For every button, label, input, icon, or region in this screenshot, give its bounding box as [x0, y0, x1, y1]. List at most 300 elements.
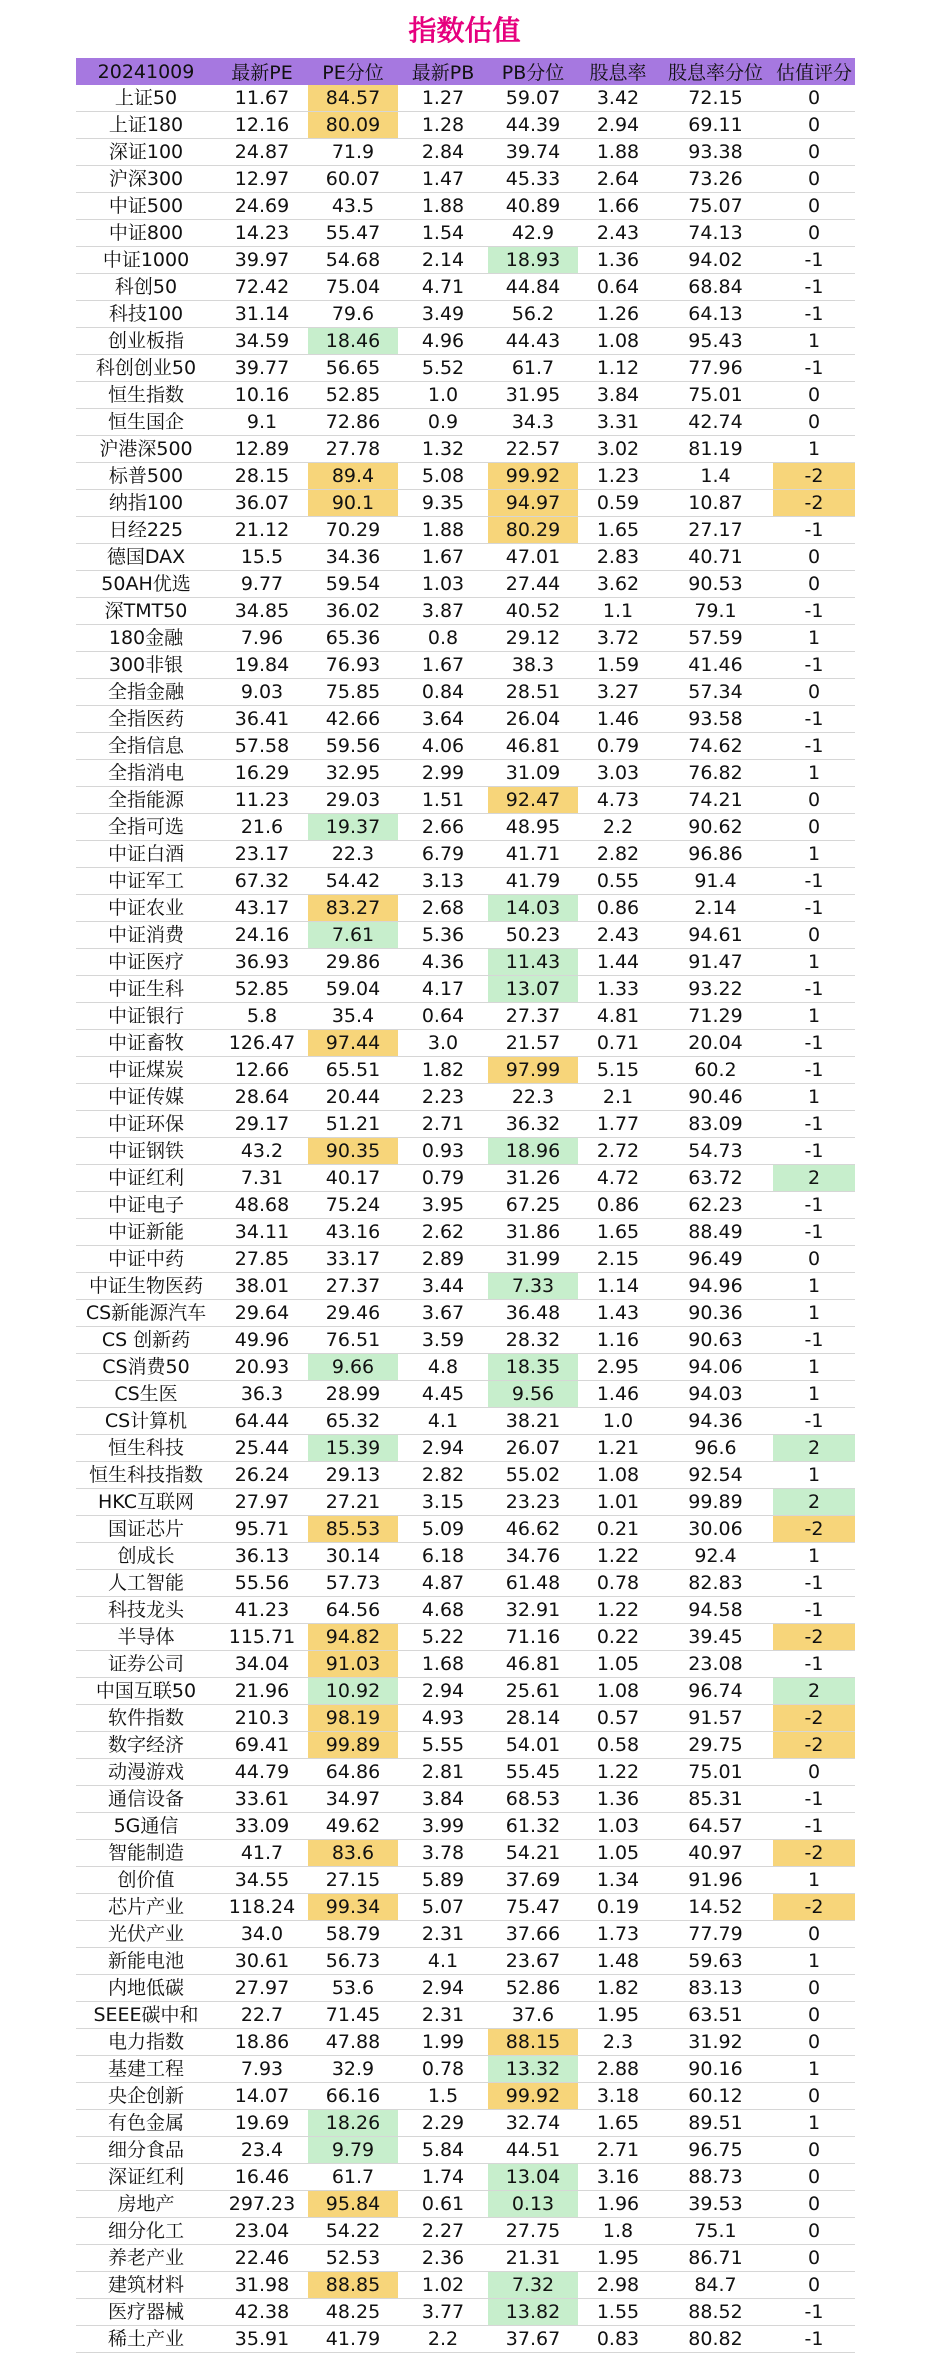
pe-cell: 27.97: [216, 1489, 308, 1516]
pb-cell: 1.99: [398, 2029, 488, 2056]
pe-percentile-cell: 18.26: [308, 2110, 398, 2137]
score-cell: -1: [773, 1057, 855, 1084]
index-name-cell: 中证医疗: [76, 949, 216, 976]
dividend-yield-cell: 1.95: [578, 2245, 658, 2272]
pe-percentile-cell: 51.21: [308, 1111, 398, 1138]
pe-cell: 21.6: [216, 814, 308, 841]
table-row: [76, 1543, 855, 1570]
score-cell: 1: [773, 1381, 855, 1408]
pe-percentile-cell: 22.3: [308, 841, 398, 868]
pe-percentile-cell: 89.4: [308, 463, 398, 490]
dividend-yield-cell: 2.15: [578, 1246, 658, 1273]
dividend-yield-cell: 2.95: [578, 1354, 658, 1381]
table-row: [76, 1408, 855, 1435]
dividend-percentile-cell: 74.62: [658, 733, 773, 760]
dividend-percentile-cell: 89.51: [658, 2110, 773, 2137]
pb-cell: 3.13: [398, 868, 488, 895]
pb-percentile-cell: 28.32: [488, 1327, 578, 1354]
dividend-yield-cell: 1.05: [578, 1840, 658, 1867]
pe-percentile-cell: 43.16: [308, 1219, 398, 1246]
pb-percentile-cell: 97.99: [488, 1057, 578, 1084]
table-row: [76, 544, 855, 571]
pb-percentile-cell: 21.57: [488, 1030, 578, 1057]
dividend-yield-cell: 1.05: [578, 1651, 658, 1678]
pb-cell: 2.14: [398, 247, 488, 274]
dividend-percentile-cell: 39.45: [658, 1624, 773, 1651]
pe-percentile-cell: 53.6: [308, 1975, 398, 2002]
table-row: [76, 787, 855, 814]
score-cell: 1: [773, 328, 855, 355]
pb-percentile-cell: 32.74: [488, 2110, 578, 2137]
table-row: [76, 328, 855, 355]
pe-percentile-cell: 42.66: [308, 706, 398, 733]
dividend-percentile-cell: 88.73: [658, 2164, 773, 2191]
pe-cell: 11.67: [216, 85, 308, 112]
score-cell: 1: [773, 1354, 855, 1381]
pb-percentile-cell: 37.6: [488, 2002, 578, 2029]
pe-percentile-cell: 56.73: [308, 1948, 398, 1975]
table-row: [76, 2002, 855, 2029]
dividend-yield-cell: 1.16: [578, 1327, 658, 1354]
index-name-cell: 日经225: [76, 517, 216, 544]
pe-percentile-cell: 35.4: [308, 1003, 398, 1030]
pb-cell: 3.49: [398, 301, 488, 328]
score-cell: -1: [773, 1408, 855, 1435]
dividend-yield-cell: 1.01: [578, 1489, 658, 1516]
pe-cell: 33.61: [216, 1786, 308, 1813]
index-name-cell: 中证银行: [76, 1003, 216, 1030]
dividend-percentile-cell: 63.51: [658, 2002, 773, 2029]
pb-cell: 3.67: [398, 1300, 488, 1327]
pe-cell: 52.85: [216, 976, 308, 1003]
index-name-cell: CS生医: [76, 1381, 216, 1408]
pe-cell: 22.46: [216, 2245, 308, 2272]
pe-percentile-cell: 27.37: [308, 1273, 398, 1300]
index-name-cell: 创成长: [76, 1543, 216, 1570]
dividend-yield-cell: 2.72: [578, 1138, 658, 1165]
table-row: [76, 976, 855, 1003]
score-cell: -2: [773, 463, 855, 490]
table-row: [76, 1300, 855, 1327]
pb-cell: 2.99: [398, 760, 488, 787]
pb-percentile-cell: 31.26: [488, 1165, 578, 1192]
table-row: [76, 1678, 855, 1705]
table-row: [76, 1597, 855, 1624]
pe-cell: 297.23: [216, 2191, 308, 2218]
index-name-cell: 全指能源: [76, 787, 216, 814]
pb-percentile-cell: 25.61: [488, 1678, 578, 1705]
pb-cell: 1.54: [398, 220, 488, 247]
pb-cell: 2.94: [398, 1975, 488, 2002]
pe-percentile-cell: 65.32: [308, 1408, 398, 1435]
dividend-percentile-cell: 91.47: [658, 949, 773, 976]
pe-percentile-cell: 43.5: [308, 193, 398, 220]
dividend-yield-cell: 1.12: [578, 355, 658, 382]
table-row: [76, 679, 855, 706]
table-row: [76, 1030, 855, 1057]
pb-percentile-cell: 59.07: [488, 85, 578, 112]
index-name-cell: 上证50: [76, 85, 216, 112]
pb-cell: 1.74: [398, 2164, 488, 2191]
pe-percentile-cell: 59.54: [308, 571, 398, 598]
dividend-yield-cell: 1.36: [578, 1786, 658, 1813]
pb-cell: 9.35: [398, 490, 488, 517]
index-name-cell: 中证生物医药: [76, 1273, 216, 1300]
pe-cell: 39.97: [216, 247, 308, 274]
dividend-yield-cell: 5.15: [578, 1057, 658, 1084]
pe-cell: 118.24: [216, 1894, 308, 1921]
pb-percentile-cell: 9.56: [488, 1381, 578, 1408]
index-name-cell: 建筑材料: [76, 2272, 216, 2299]
dividend-percentile-cell: 94.96: [658, 1273, 773, 1300]
pb-cell: 4.93: [398, 1705, 488, 1732]
dividend-percentile-cell: 75.07: [658, 193, 773, 220]
dividend-yield-cell: 1.95: [578, 2002, 658, 2029]
pe-cell: 20.93: [216, 1354, 308, 1381]
pe-cell: 41.23: [216, 1597, 308, 1624]
pe-cell: 115.71: [216, 1624, 308, 1651]
pb-cell: 2.62: [398, 1219, 488, 1246]
pe-cell: 29.64: [216, 1300, 308, 1327]
score-cell: 1: [773, 1867, 855, 1894]
dividend-percentile-cell: 76.82: [658, 760, 773, 787]
table-row: [76, 274, 855, 301]
pe-percentile-cell: 15.39: [308, 1435, 398, 1462]
pe-cell: 14.23: [216, 220, 308, 247]
dividend-percentile-cell: 75.01: [658, 1759, 773, 1786]
table-row: [76, 2029, 855, 2056]
pe-cell: 24.87: [216, 139, 308, 166]
pe-percentile-cell: 33.17: [308, 1246, 398, 1273]
dividend-percentile-cell: 86.71: [658, 2245, 773, 2272]
dividend-yield-cell: 1.48: [578, 1948, 658, 1975]
pb-cell: 6.18: [398, 1543, 488, 1570]
pb-cell: 3.84: [398, 1786, 488, 1813]
table-row: [76, 625, 855, 652]
pb-cell: 1.28: [398, 112, 488, 139]
pb-cell: 3.59: [398, 1327, 488, 1354]
pe-percentile-cell: 20.44: [308, 1084, 398, 1111]
pb-cell: 4.96: [398, 328, 488, 355]
pb-cell: 5.52: [398, 355, 488, 382]
dividend-percentile-cell: 54.73: [658, 1138, 773, 1165]
pe-cell: 28.15: [216, 463, 308, 490]
column-header-dividend-yield: 股息率: [578, 58, 658, 85]
index-name-cell: 光伏产业: [76, 1921, 216, 1948]
pb-percentile-cell: 14.03: [488, 895, 578, 922]
pe-cell: 7.31: [216, 1165, 308, 1192]
dividend-percentile-cell: 93.38: [658, 139, 773, 166]
table-row: [76, 1111, 855, 1138]
index-name-cell: 中证800: [76, 220, 216, 247]
index-name-cell: CS新能源汽车: [76, 1300, 216, 1327]
pb-cell: 4.1: [398, 1948, 488, 1975]
table-row: [76, 571, 855, 598]
dividend-percentile-cell: 2.14: [658, 895, 773, 922]
dividend-percentile-cell: 71.29: [658, 1003, 773, 1030]
score-cell: 0: [773, 2272, 855, 2299]
index-name-cell: 科创创业50: [76, 355, 216, 382]
score-cell: -1: [773, 706, 855, 733]
dividend-percentile-cell: 75.01: [658, 382, 773, 409]
score-cell: -1: [773, 895, 855, 922]
pe-cell: 23.17: [216, 841, 308, 868]
table-row: [76, 2137, 855, 2164]
pb-percentile-cell: 61.7: [488, 355, 578, 382]
column-header-pb-percentile: PB分位: [488, 58, 578, 85]
pb-cell: 1.68: [398, 1651, 488, 1678]
pe-percentile-cell: 95.84: [308, 2191, 398, 2218]
pe-percentile-cell: 61.7: [308, 2164, 398, 2191]
pe-percentile-cell: 9.66: [308, 1354, 398, 1381]
index-name-cell: 深证红利: [76, 2164, 216, 2191]
score-cell: -1: [773, 247, 855, 274]
dividend-yield-cell: 0.86: [578, 1192, 658, 1219]
dividend-yield-cell: 1.22: [578, 1543, 658, 1570]
dividend-yield-cell: 3.42: [578, 85, 658, 112]
pb-percentile-cell: 34.76: [488, 1543, 578, 1570]
dividend-yield-cell: 4.81: [578, 1003, 658, 1030]
pe-cell: 48.68: [216, 1192, 308, 1219]
score-cell: 0: [773, 409, 855, 436]
index-name-cell: 全指可选: [76, 814, 216, 841]
table-row: [76, 1624, 855, 1651]
dividend-percentile-cell: 90.62: [658, 814, 773, 841]
dividend-percentile-cell: 91.4: [658, 868, 773, 895]
pe-percentile-cell: 91.03: [308, 1651, 398, 1678]
pe-percentile-cell: 34.97: [308, 1786, 398, 1813]
score-cell: 0: [773, 679, 855, 706]
valuation-table: [76, 58, 855, 2353]
dividend-yield-cell: 3.02: [578, 436, 658, 463]
pb-percentile-cell: 46.81: [488, 733, 578, 760]
dividend-percentile-cell: 64.13: [658, 301, 773, 328]
pb-percentile-cell: 44.51: [488, 2137, 578, 2164]
table-row: [76, 355, 855, 382]
dividend-percentile-cell: 68.84: [658, 274, 773, 301]
pb-cell: 2.82: [398, 1462, 488, 1489]
index-name-cell: 房地产: [76, 2191, 216, 2218]
score-cell: 0: [773, 571, 855, 598]
table-row: [76, 2326, 855, 2353]
pb-cell: 3.77: [398, 2299, 488, 2326]
index-name-cell: 通信设备: [76, 1786, 216, 1813]
dividend-percentile-cell: 94.61: [658, 922, 773, 949]
dividend-yield-cell: 3.72: [578, 625, 658, 652]
pe-percentile-cell: 98.19: [308, 1705, 398, 1732]
dividend-yield-cell: 1.82: [578, 1975, 658, 2002]
pb-cell: 0.8: [398, 625, 488, 652]
pb-percentile-cell: 31.86: [488, 1219, 578, 1246]
dividend-percentile-cell: 80.82: [658, 2326, 773, 2353]
index-name-cell: 证券公司: [76, 1651, 216, 1678]
dividend-yield-cell: 1.1: [578, 598, 658, 625]
column-header-pe-percentile: PE分位: [308, 58, 398, 85]
score-cell: 0: [773, 922, 855, 949]
pe-cell: 36.93: [216, 949, 308, 976]
dividend-percentile-cell: 64.57: [658, 1813, 773, 1840]
dividend-percentile-cell: 91.96: [658, 1867, 773, 1894]
pb-percentile-cell: 92.47: [488, 787, 578, 814]
pe-percentile-cell: 27.78: [308, 436, 398, 463]
pb-percentile-cell: 61.32: [488, 1813, 578, 1840]
dividend-percentile-cell: 94.02: [658, 247, 773, 274]
pb-percentile-cell: 21.31: [488, 2245, 578, 2272]
pb-percentile-cell: 44.84: [488, 274, 578, 301]
score-cell: 0: [773, 2029, 855, 2056]
pe-cell: 19.69: [216, 2110, 308, 2137]
dividend-percentile-cell: 57.59: [658, 625, 773, 652]
pe-cell: 9.03: [216, 679, 308, 706]
pb-cell: 5.84: [398, 2137, 488, 2164]
index-name-cell: 深证100: [76, 139, 216, 166]
pe-cell: 9.1: [216, 409, 308, 436]
dividend-yield-cell: 1.65: [578, 2110, 658, 2137]
pb-cell: 2.89: [398, 1246, 488, 1273]
pb-cell: 4.1: [398, 1408, 488, 1435]
pe-percentile-cell: 54.42: [308, 868, 398, 895]
dividend-yield-cell: 1.23: [578, 463, 658, 490]
pe-cell: 16.29: [216, 760, 308, 787]
index-name-cell: 中证新能: [76, 1219, 216, 1246]
pb-percentile-cell: 36.48: [488, 1300, 578, 1327]
score-cell: 0: [773, 1921, 855, 1948]
pe-cell: 42.38: [216, 2299, 308, 2326]
score-cell: -2: [773, 1624, 855, 1651]
dividend-yield-cell: 2.83: [578, 544, 658, 571]
index-name-cell: 数字经济: [76, 1732, 216, 1759]
table-row: [76, 1435, 855, 1462]
dividend-yield-cell: 0.57: [578, 1705, 658, 1732]
index-name-cell: 中证环保: [76, 1111, 216, 1138]
dividend-percentile-cell: 96.86: [658, 841, 773, 868]
dividend-yield-cell: 0.19: [578, 1894, 658, 1921]
pb-cell: 4.87: [398, 1570, 488, 1597]
dividend-percentile-cell: 81.19: [658, 436, 773, 463]
pe-percentile-cell: 27.21: [308, 1489, 398, 1516]
table-row: [76, 463, 855, 490]
pb-cell: 4.71: [398, 274, 488, 301]
pb-percentile-cell: 0.13: [488, 2191, 578, 2218]
pe-percentile-cell: 47.88: [308, 2029, 398, 2056]
score-cell: 1: [773, 1003, 855, 1030]
score-cell: 0: [773, 2137, 855, 2164]
dividend-percentile-cell: 96.6: [658, 1435, 773, 1462]
index-name-cell: 内地低碳: [76, 1975, 216, 2002]
score-cell: 0: [773, 1975, 855, 2002]
index-name-cell: 德国DAX: [76, 544, 216, 571]
column-header-score: 估值评分: [773, 58, 855, 85]
dividend-yield-cell: 0.78: [578, 1570, 658, 1597]
dividend-percentile-cell: 94.58: [658, 1597, 773, 1624]
pe-cell: 28.64: [216, 1084, 308, 1111]
table-row: [76, 409, 855, 436]
score-cell: 0: [773, 1246, 855, 1273]
table-row: [76, 1219, 855, 1246]
table-row: [76, 1732, 855, 1759]
dividend-percentile-cell: 96.74: [658, 1678, 773, 1705]
score-cell: 2: [773, 1678, 855, 1705]
index-name-cell: 深TMT50: [76, 598, 216, 625]
score-cell: 0: [773, 2191, 855, 2218]
dividend-percentile-cell: 93.58: [658, 706, 773, 733]
pe-percentile-cell: 59.04: [308, 976, 398, 1003]
dividend-yield-cell: 3.84: [578, 382, 658, 409]
dividend-percentile-cell: 60.2: [658, 1057, 773, 1084]
index-name-cell: 中证1000: [76, 247, 216, 274]
score-cell: -1: [773, 1570, 855, 1597]
pe-percentile-cell: 71.45: [308, 2002, 398, 2029]
pe-percentile-cell: 18.46: [308, 328, 398, 355]
pb-cell: 3.44: [398, 1273, 488, 1300]
table-row: [76, 1003, 855, 1030]
dividend-percentile-cell: 83.13: [658, 1975, 773, 2002]
table-row: [76, 1354, 855, 1381]
pe-percentile-cell: 41.79: [308, 2326, 398, 2353]
pb-percentile-cell: 18.35: [488, 1354, 578, 1381]
pb-percentile-cell: 13.07: [488, 976, 578, 1003]
score-cell: 0: [773, 2218, 855, 2245]
pe-percentile-cell: 52.53: [308, 2245, 398, 2272]
pe-percentile-cell: 83.27: [308, 895, 398, 922]
pb-percentile-cell: 94.97: [488, 490, 578, 517]
table-row: [76, 139, 855, 166]
pe-percentile-cell: 75.24: [308, 1192, 398, 1219]
score-cell: -2: [773, 490, 855, 517]
pb-percentile-cell: 23.23: [488, 1489, 578, 1516]
pb-percentile-cell: 32.91: [488, 1597, 578, 1624]
pe-percentile-cell: 29.13: [308, 1462, 398, 1489]
pb-cell: 4.45: [398, 1381, 488, 1408]
pe-cell: 36.07: [216, 490, 308, 517]
pb-cell: 1.32: [398, 436, 488, 463]
index-name-cell: SEEE碳中和: [76, 2002, 216, 2029]
pe-cell: 34.55: [216, 1867, 308, 1894]
index-name-cell: 中国互联50: [76, 1678, 216, 1705]
pb-percentile-cell: 27.44: [488, 571, 578, 598]
pe-percentile-cell: 80.09: [308, 112, 398, 139]
score-cell: -2: [773, 1894, 855, 1921]
pb-cell: 1.02: [398, 2272, 488, 2299]
index-name-cell: 全指信息: [76, 733, 216, 760]
score-cell: -1: [773, 733, 855, 760]
dividend-percentile-cell: 20.04: [658, 1030, 773, 1057]
index-name-cell: 中证钢铁: [76, 1138, 216, 1165]
dividend-yield-cell: 1.21: [578, 1435, 658, 1462]
pb-percentile-cell: 38.3: [488, 652, 578, 679]
pe-percentile-cell: 84.57: [308, 85, 398, 112]
dividend-yield-cell: 1.0: [578, 1408, 658, 1435]
pe-percentile-cell: 65.36: [308, 625, 398, 652]
pb-percentile-cell: 13.82: [488, 2299, 578, 2326]
table-row: [76, 247, 855, 274]
score-cell: 2: [773, 1489, 855, 1516]
dividend-yield-cell: 1.43: [578, 1300, 658, 1327]
pb-cell: 2.2: [398, 2326, 488, 2353]
score-cell: -2: [773, 1732, 855, 1759]
index-name-cell: 养老产业: [76, 2245, 216, 2272]
pe-cell: 34.59: [216, 328, 308, 355]
column-header-pb: 最新PB: [398, 58, 488, 85]
dividend-percentile-cell: 60.12: [658, 2083, 773, 2110]
table-row: [76, 1327, 855, 1354]
dividend-yield-cell: 3.31: [578, 409, 658, 436]
dividend-yield-cell: 1.8: [578, 2218, 658, 2245]
dividend-percentile-cell: 30.06: [658, 1516, 773, 1543]
score-cell: 0: [773, 382, 855, 409]
pe-percentile-cell: 27.15: [308, 1867, 398, 1894]
pe-percentile-cell: 36.02: [308, 598, 398, 625]
